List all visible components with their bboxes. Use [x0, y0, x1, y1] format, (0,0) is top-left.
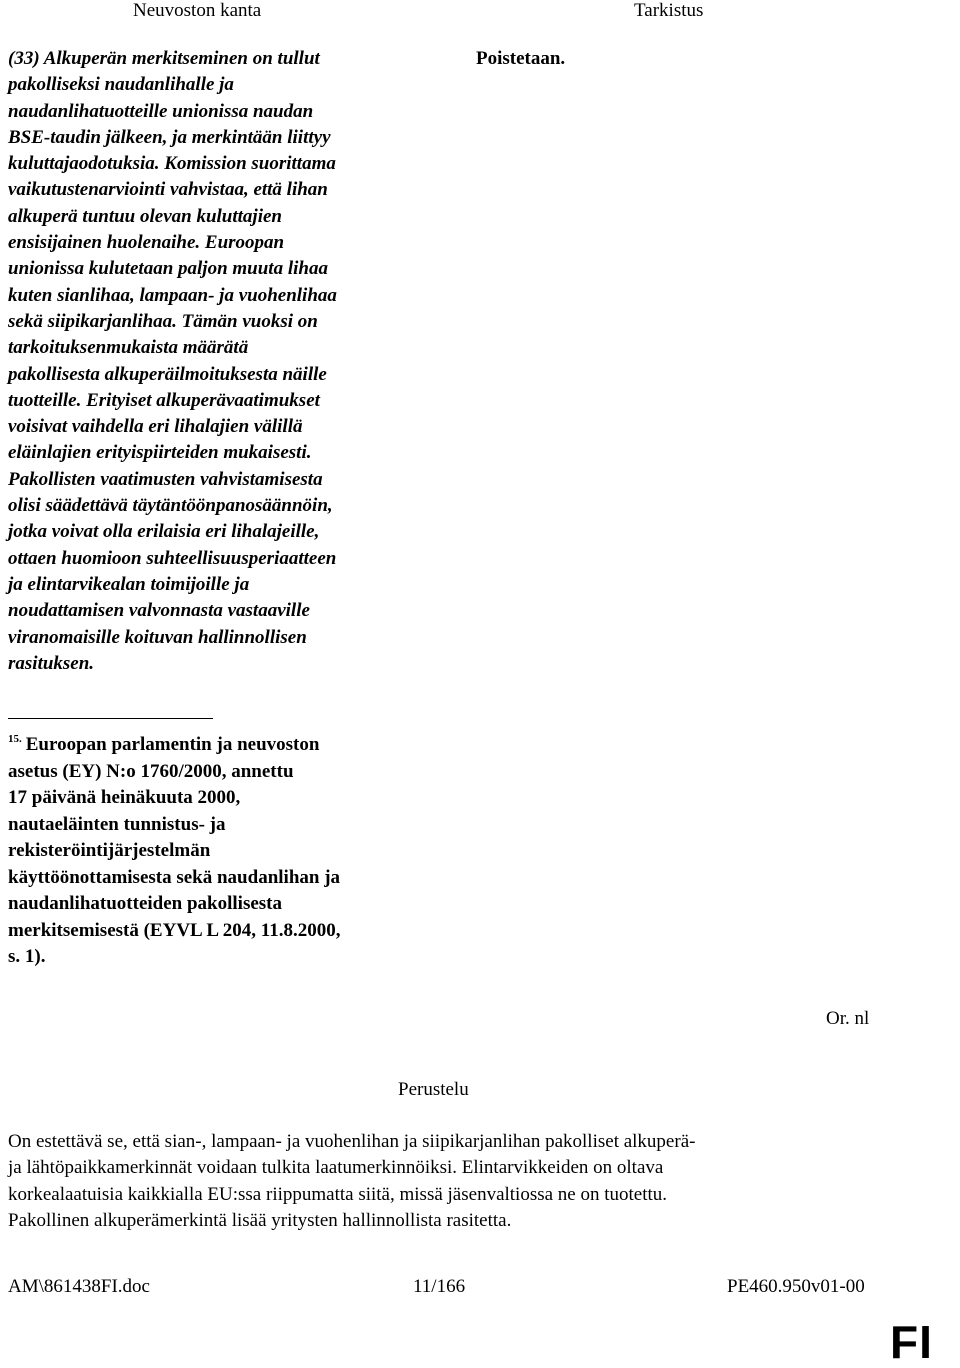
text-line: eläinlajien erityispiirteiden mukaisesti. [8, 442, 312, 464]
footer-page-number: 11/166 [413, 1276, 466, 1297]
text-line: sekä siipikarjanlihaa. Tämän vuoksi on [8, 310, 318, 332]
text-line: Euroopan parlamentin ja neuvoston [25, 734, 320, 755]
column-header-council-position: Neuvoston kanta [133, 0, 262, 21]
column-header-amendment: Tarkistus [634, 0, 704, 21]
text-line: unionissa kulutetaan paljon muuta lihaa [8, 258, 328, 280]
original-language-label: Or. nl [826, 1008, 870, 1029]
text-line: s. 1). [8, 946, 46, 967]
text-line: alkuperä tuntuu olevan kuluttajien [8, 205, 282, 227]
text-line: Pakollinen alkuperämerkintä lisää yritysten hallinnollista rasitetta. [8, 1209, 512, 1231]
text-line: ottaen huomioon suhteellisuusperiaatteen [8, 547, 337, 569]
council-position-text [8, 46, 433, 677]
text-line: pakollisesta alkuperäilmoituksesta näille [8, 363, 327, 385]
language-code: FI [890, 1316, 933, 1368]
text-line: tuotteille. Erityiset alkuperävaatimukset [8, 389, 320, 411]
text-line: merkitsemisestä (EYVL L 204, 11.8.2000, [8, 919, 341, 941]
text-line: On estettävä se, että sian-, lampaan- ja vuohenlihan ja siipikarjanlihan pakolliset alkuperä- [8, 1131, 696, 1152]
text-line: BSE-taudin jälkeen, ja merkintään liittyy [8, 126, 331, 148]
text-line: naudanlihatuotteiden pakollisesta [8, 893, 282, 914]
footer-document-reference: AM\861438FI.doc [8, 1276, 150, 1297]
text-line: nautaeläinten tunnistus- ja [8, 813, 226, 835]
text-line: jotka voivat olla erilaisia eri lihalajeille, [8, 521, 320, 543]
text-line: ja elintarvikealan toimijoille ja [8, 573, 250, 595]
footnote-separator [8, 718, 213, 719]
text-line: olisi säädettävä täytäntöönpanosäännöin, [8, 495, 333, 517]
text-line: vaikutustenarviointi vahvistaa, että lihan [8, 179, 328, 201]
text-line: 17 päivänä heinäkuuta 2000, [8, 787, 241, 808]
footnote-first-line [8, 732, 341, 759]
text-line: viranomaisille koituvan hallinnollisen [8, 626, 307, 648]
text-line: Pakollisten vaatimusten vahvistamisesta [8, 468, 323, 490]
text-line: noudattamisen valvonnasta vastaaville [8, 600, 310, 622]
text-line: rasituksen. [8, 652, 95, 674]
text-line: ensisijainen huolenaihe. Euroopan [8, 232, 285, 254]
text-line: käyttöönottamisesta sekä naudanlihan ja [8, 866, 341, 888]
text-line: korkealaatuisia kaikkialla EU:ssa riippumatta siitä, missä jäsenvaltiossa ne on tuotettu. [8, 1183, 668, 1205]
text-line: rekisteröintijärjestelmän [8, 840, 211, 861]
justification-text [8, 1129, 888, 1234]
footer-pe-number: PE460.950v01-00 [727, 1276, 865, 1297]
text-line: ja lähtöpaikkamerkinnät voidaan tulkita laatumerkinnöiksi. Elintarvikkeiden on oltava [8, 1157, 664, 1179]
text-line: pakolliseksi naudanlihalle ja [8, 74, 234, 96]
justification-title: Perustelu [398, 1079, 469, 1100]
text-line: voisivat vaihdella eri lihalajien välillä [8, 416, 303, 438]
text-line: kuluttajaodotuksia. Komission suorittama [8, 153, 336, 175]
text-line: asetus (EY) N:o 1760/2000, annettu [8, 760, 294, 782]
text-line: (33) Alkuperän merkitseminen on tullut [8, 48, 320, 69]
text-line: kuten sianlihaa, lampaan- ja vuohenlihaa [8, 284, 337, 306]
footnote [8, 732, 341, 971]
text-line: naudanlihatuotteille unionissa naudan [8, 100, 314, 122]
text-line: tarkoituksenmukaista määrätä [8, 337, 249, 359]
footnote-number: 15. [8, 733, 22, 745]
amendment-text: Poistetaan. [476, 48, 566, 69]
